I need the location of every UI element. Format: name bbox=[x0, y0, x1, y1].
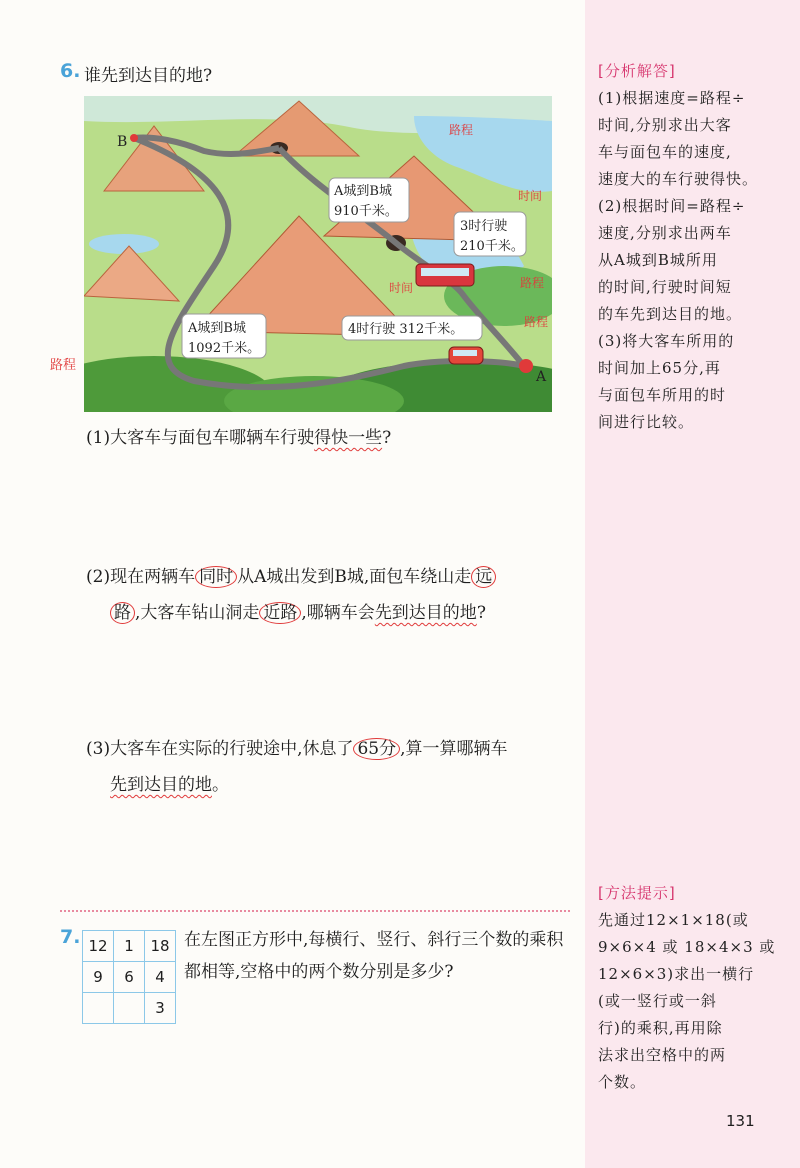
sub2-text: 从A城出发到B城,面包车绕山走 bbox=[237, 567, 472, 587]
road-label: 路程 bbox=[524, 315, 549, 329]
sub2-text: (2)现在两辆车 bbox=[86, 567, 196, 587]
question-6-title: 谁先到达目的地? bbox=[84, 66, 213, 86]
sub1-emphasis: 得快一些 bbox=[314, 428, 383, 448]
analysis-block bbox=[598, 60, 788, 436]
analysis-line: 车与面包车的速度, bbox=[598, 143, 732, 161]
route-map-illustration bbox=[84, 96, 552, 412]
sub3-emphasis: 先到达目的地 bbox=[110, 775, 212, 795]
section-divider bbox=[60, 910, 570, 912]
road-label: 路程 bbox=[449, 123, 474, 137]
sub1-lead: (1)大客车与面包车哪辆车行驶 bbox=[86, 428, 315, 448]
time-label: 时间 bbox=[518, 189, 543, 203]
grid-cell: 9 bbox=[83, 962, 114, 993]
circled-word: 近路 bbox=[259, 602, 301, 624]
method-heading: [方法提示] bbox=[598, 884, 676, 902]
road-label-outside: 路程 bbox=[50, 358, 77, 373]
analysis-line: (2)根据时间=路程÷ bbox=[598, 197, 746, 215]
method-line: 行)的乘积,再用除 bbox=[598, 1019, 723, 1037]
sub3-text: (3)大客车在实际的行驶途中,休息了 bbox=[86, 739, 354, 759]
method-line: 9×6×4 或 18×4×3 或 bbox=[598, 938, 776, 956]
bubble-ab-1092-line2: 1092千米。 bbox=[188, 341, 261, 356]
sub3-text: ,算一算哪辆车 bbox=[400, 739, 508, 759]
time-label: 时间 bbox=[389, 281, 414, 295]
bubble-ab-910-line1: A城到B城 bbox=[334, 184, 392, 199]
map-label-b: B bbox=[117, 134, 128, 150]
sub-question-2 bbox=[86, 559, 582, 631]
bubble-3h-line1: 3时行驶 bbox=[460, 219, 508, 234]
analysis-heading: [分析解答] bbox=[598, 62, 676, 80]
bubble-4h: 4时行驶 312千米。 bbox=[348, 322, 464, 337]
page-number: 131 bbox=[726, 1112, 755, 1130]
analysis-line: 的车先到达目的地。 bbox=[598, 305, 743, 323]
question-6-number: 6. bbox=[60, 60, 81, 82]
sub-question-3 bbox=[86, 731, 582, 803]
sub1-tail: ? bbox=[382, 428, 392, 448]
method-line: 个数。 bbox=[598, 1073, 647, 1091]
analysis-line: 时间,分别求出大客 bbox=[598, 116, 732, 134]
analysis-line: (1)根据速度=路程÷ bbox=[598, 89, 746, 107]
method-text bbox=[598, 907, 788, 1096]
circled-word: 远 bbox=[471, 566, 496, 588]
sub2-text: ,大客车钻山洞走 bbox=[135, 603, 260, 623]
question-7-number: 7. bbox=[60, 926, 81, 948]
grid-cell: 6 bbox=[114, 962, 145, 993]
method-line: (或一竖行或一斜 bbox=[598, 992, 717, 1010]
road-label: 路程 bbox=[520, 276, 545, 290]
question-7-text: 在左图正方形中,每横行、竖行、斜行三个数的乘积都相等,空格中的两个数分别是多少? bbox=[184, 930, 564, 982]
circled-word: 路 bbox=[110, 602, 135, 624]
circled-word: 同时 bbox=[195, 566, 237, 588]
sub2-text: ,哪辆车会 bbox=[301, 603, 375, 623]
analysis-line: 速度,分别求出两车 bbox=[598, 224, 732, 242]
analysis-line: 间进行比较。 bbox=[598, 413, 695, 431]
analysis-line: 时间加上65分,再 bbox=[598, 359, 721, 377]
grid-cell: 4 bbox=[145, 962, 176, 993]
method-line: 先通过12×1×18(或 bbox=[598, 911, 749, 929]
analysis-text bbox=[598, 85, 788, 436]
number-grid bbox=[82, 930, 176, 1024]
method-line: 法求出空格中的两 bbox=[598, 1046, 727, 1064]
sub2-emphasis: 先到达目的地 bbox=[374, 603, 477, 623]
sub2-tail: ? bbox=[476, 603, 486, 623]
grid-cell: 3 bbox=[145, 993, 176, 1024]
analysis-line: (3)将大客车所用的 bbox=[598, 332, 735, 350]
method-block bbox=[598, 882, 788, 1096]
bubble-ab-910-line2: 910千米。 bbox=[334, 204, 398, 219]
analysis-line: 的时间,行驶时间短 bbox=[598, 278, 732, 296]
bubble-ab-1092-line1: A城到B城 bbox=[188, 321, 246, 336]
bubble-3h-line2: 210千米。 bbox=[460, 239, 524, 254]
method-line: 12×6×3)求出一横行 bbox=[598, 965, 755, 983]
circled-word: 65分 bbox=[353, 738, 400, 760]
sub3-tail: 。 bbox=[212, 775, 229, 795]
sub-question-1 bbox=[86, 420, 576, 456]
map-label-a: A bbox=[536, 369, 547, 385]
analysis-line: 与面包车所用的时 bbox=[598, 386, 727, 404]
grid-cell: 12 bbox=[83, 931, 114, 962]
analysis-line: 速度大的车行驶得快。 bbox=[598, 170, 759, 188]
grid-cell-blank[interactable] bbox=[83, 993, 114, 1024]
grid-cell: 1 bbox=[114, 931, 145, 962]
grid-cell: 18 bbox=[145, 931, 176, 962]
grid-cell-blank[interactable] bbox=[114, 993, 145, 1024]
analysis-line: 从A城到B城所用 bbox=[598, 251, 718, 269]
